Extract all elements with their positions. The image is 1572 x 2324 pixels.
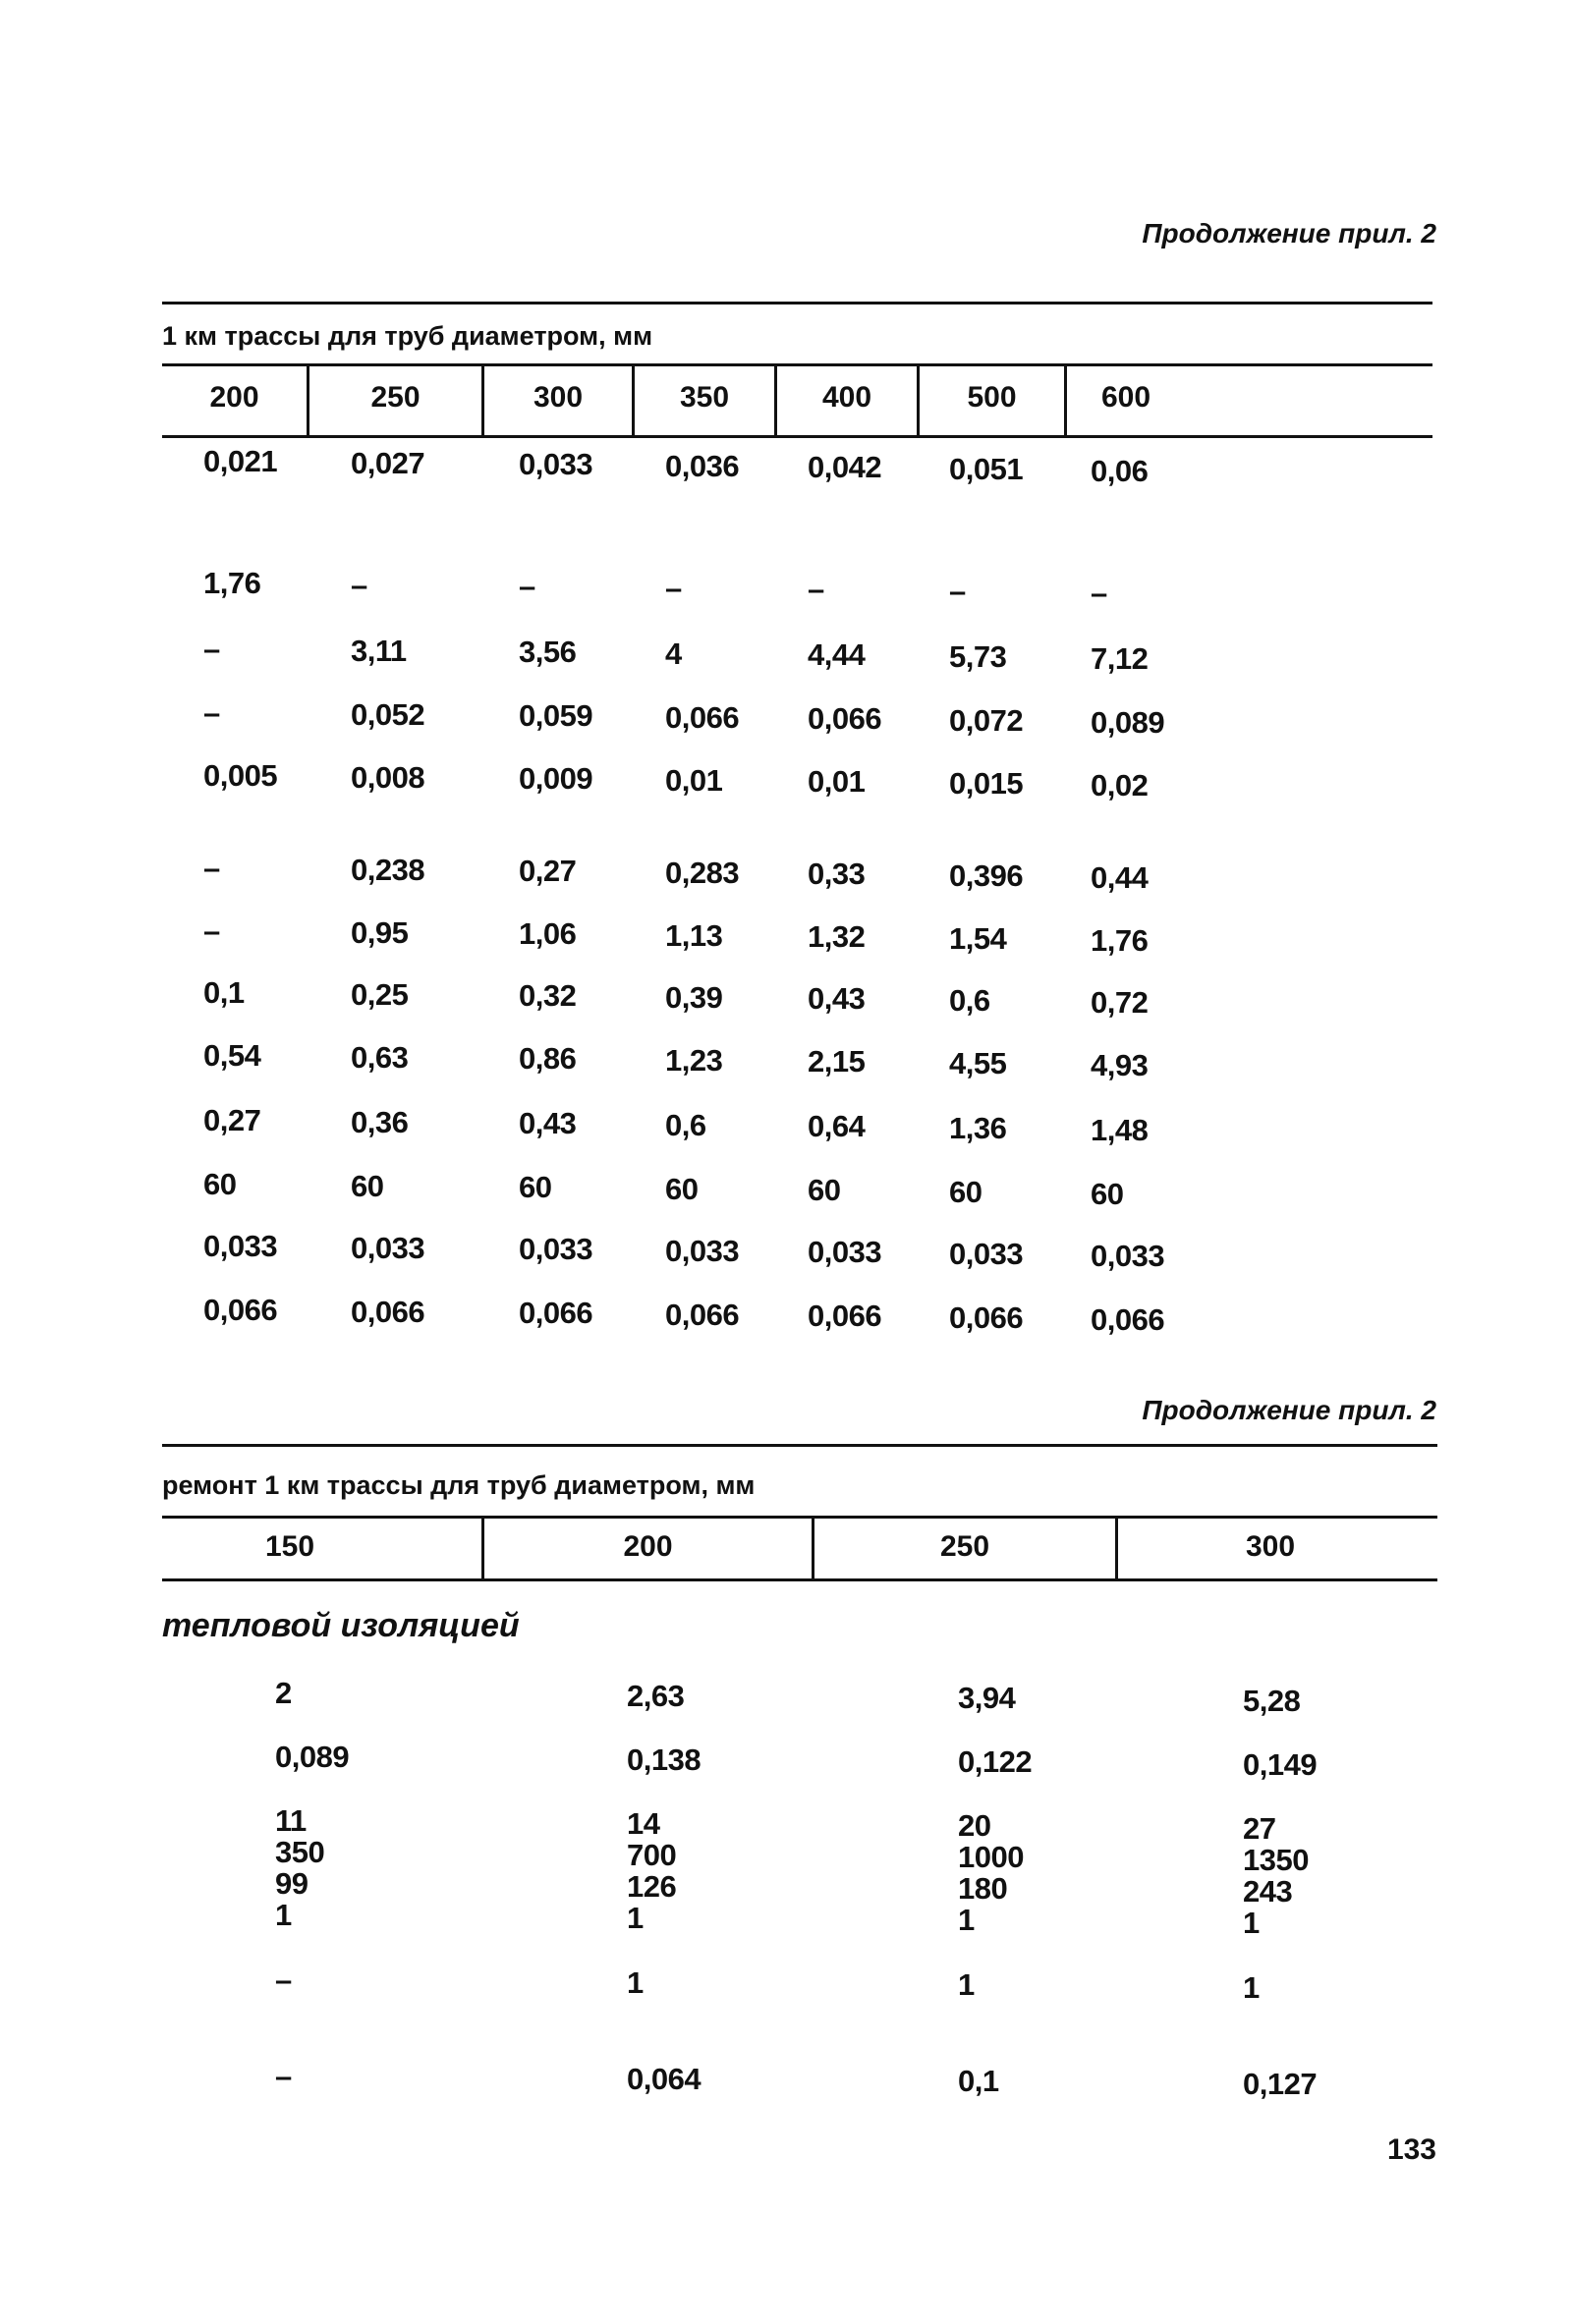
table1-cell: 1,76 [203,566,261,600]
table1-cell: – [203,851,220,885]
table1-cell: 0,27 [203,1103,261,1137]
table1-cell: 0,066 [519,1296,593,1331]
table1-cell: 0,027 [351,445,425,480]
table2-cell [627,1744,701,1776]
table1-cell: 0,27 [519,854,577,889]
table2-cell-line: 0,122 [958,1744,1033,1779]
table2-header-cell: 300 [1245,1530,1296,1563]
table2-cell-line: 14 [627,1805,660,1841]
table1-cell: 1,06 [519,916,577,952]
table1-header-bottom-rule [162,435,1432,438]
table1-cell: 1,13 [665,917,723,953]
continuation-label: Продолжение прил. 2 [1142,218,1436,249]
table1-cell: 0,33 [808,857,866,892]
table1-cell: 0,64 [808,1109,866,1144]
table2-cell-line: 11 [275,1803,307,1838]
table2-cell [275,1805,324,1931]
table2-header-cell: 150 [264,1530,315,1563]
table1-cell: 3,56 [519,635,577,670]
table2-cell [1243,1969,1260,2005]
table2-cell-line: 1 [958,1903,975,1937]
table2-cell [958,1969,975,2001]
table1-cell: 60 [203,1167,237,1201]
table1-cell: – [203,913,220,948]
table1-cell: 0,059 [519,698,593,734]
table1-cell: 0,005 [203,758,278,793]
table1-cell: 1,23 [665,1042,723,1078]
table1-cell: 1,54 [949,921,1007,956]
table1-cell: 0,32 [519,978,577,1014]
table2-cell [275,1678,292,1709]
table1-cell: 0,066 [665,699,740,735]
table1-cell: 0,033 [949,1237,1024,1271]
table2-cell-line: 180 [958,1871,1008,1906]
table2-cell-line: 2,63 [627,1678,685,1713]
table1-cell: 0,43 [519,1106,577,1141]
table1-header-cell: 350 [679,381,730,414]
table2-top-rule [162,1444,1437,1447]
table2-cell [958,2066,999,2097]
table1-header-top-rule [162,363,1432,366]
table1-cell: 4,93 [1091,1047,1149,1082]
table2-header-bottom-rule [162,1578,1437,1581]
table1-cell: 60 [808,1173,841,1208]
table1-header-cell: 250 [370,381,421,414]
table1-cell: 0,066 [1091,1301,1165,1337]
table2-header-cell: 250 [939,1530,990,1563]
table1-cell: 0,015 [949,766,1024,801]
table1-header-cell: 500 [967,381,1017,414]
table1-cell: 0,44 [1091,859,1149,895]
table2-cell-line: 700 [627,1837,677,1872]
table2-cell [627,2061,702,2096]
table2-cell [1243,1810,1309,1940]
table2-cell-line: 350 [275,1835,325,1869]
table1-cell: 0,033 [1091,1238,1165,1273]
table1-cell: 0,39 [665,979,723,1015]
table2-cell-line: – [275,2059,292,2093]
table2-cell-line: 0,089 [275,1740,350,1774]
table2-cell-line: 1350 [1243,1842,1309,1877]
table1-cell: 1,36 [949,1111,1007,1145]
table1-cell: 0,066 [808,701,882,737]
table2-cell [627,1964,644,2000]
table1-top-rule [162,302,1432,304]
table2-title: ремонт 1 км трассы для труб диаметром, мм [162,1470,756,1500]
table1-cell: 0,01 [808,764,866,800]
table1-cell: – [665,570,682,605]
table2-cell [958,1683,1015,1714]
table1-title: 1 км трассы для труб диаметром, мм [162,321,653,351]
table1-cell: 1,76 [1091,922,1149,958]
table1-cell: 0,066 [949,1300,1024,1335]
table2-cell-line: 1 [627,1964,644,2000]
table2-cell-line: 0,1 [958,2064,999,2098]
table1-cell: – [351,567,367,602]
table1-cell: – [203,632,220,666]
table1-cell: 0,63 [351,1039,409,1075]
table1-cell: 0,72 [1091,984,1149,1020]
table2-header-top-rule [162,1516,1437,1519]
table2-cell-line: 126 [627,1868,677,1904]
table1-cell: 0,396 [949,858,1024,893]
table2-cell [1243,1683,1301,1718]
table2-cell [1243,1746,1318,1782]
table1-cell: 0,43 [808,981,866,1017]
table1-header-cell: 300 [533,381,584,414]
table1-header-cell: 200 [209,381,259,414]
table1-cell: 0,6 [665,1107,706,1142]
table2-cell [958,1810,1024,1936]
table1-cell: 0,066 [203,1293,278,1327]
table1-cell: 0,033 [665,1233,740,1268]
table2-cell-line: 0,064 [627,2061,702,2096]
table2-cell-line: 0,127 [1243,2066,1318,2101]
section-label: тепловой изоляцией [162,1607,520,1644]
table1-cell: – [519,569,535,604]
table1-cell: – [808,572,824,607]
table1-cell: 60 [949,1175,982,1209]
table1-cell: 0,86 [519,1041,577,1077]
table1-cell: – [203,695,220,730]
table1-cell: – [1091,575,1107,610]
table2-cell-line: 0,149 [1243,1746,1318,1782]
table2-cell-line: 1 [1243,1969,1260,2005]
table1-cell: 0,033 [808,1235,882,1270]
table2-cell [627,1678,685,1713]
table1-cell: 60 [351,1168,384,1203]
table2-cell-line: 1 [627,1900,644,1935]
table2-cell-line: 3,94 [958,1681,1016,1715]
table2-header-cell: 200 [623,1530,673,1563]
table2-cell [958,1746,1032,1778]
table1-cell: 0,051 [949,452,1024,486]
table1-cell: 0,95 [351,914,409,950]
table1-cell: 0,021 [203,444,278,478]
table1-cell: 0,06 [1091,453,1149,488]
table2-cell-line: 1 [958,1967,975,2002]
table1-cell: 0,009 [519,761,593,797]
table2-cell [275,2061,292,2092]
table1-cell: 0,089 [1091,704,1165,740]
table1-cell: 0,008 [351,759,425,795]
table1-cell: 0,066 [665,1297,740,1332]
table2-cell-line: 1 [275,1898,292,1932]
table1-cell: 0,052 [351,696,425,732]
table1-cell: 1,32 [808,919,866,955]
table1-cell: 4,44 [808,637,866,673]
table1-cell: 0,36 [351,1104,409,1139]
table2-cell [1243,2066,1318,2101]
table1-cell: 4 [665,636,682,671]
table1-cell: 0,066 [808,1299,882,1334]
table1-cell: 3,11 [351,633,407,668]
page-number: 133 [1386,2133,1436,2166]
table1-cell: 60 [1091,1176,1124,1211]
table1-cell: 0,033 [519,447,593,482]
table2-cell-line: 243 [1243,1873,1293,1909]
table2-cell-line: 0,138 [627,1742,702,1777]
table1-cell: 0,02 [1091,767,1149,802]
table1-cell: 1,48 [1091,1112,1149,1147]
table1-cell: 0,283 [665,855,740,890]
table1-header-cell: 400 [821,381,872,414]
table1-cell: 0,036 [665,448,740,483]
table2-cell [627,1805,677,1935]
table1-cell: 0,25 [351,976,409,1012]
table2-cell-line: 1000 [958,1840,1024,1874]
table1-cell: 0,066 [351,1294,425,1329]
table1-cell: 0,54 [203,1038,261,1073]
table1-cell: 5,73 [949,639,1007,674]
table2-cell-line: 20 [958,1808,991,1843]
table1-cell: 0,6 [949,983,990,1018]
table1-cell: 4,55 [949,1046,1007,1080]
table1-cell: 0,01 [665,762,723,798]
table1-header-cell: 600 [1100,381,1151,414]
table2-cell-line: 27 [1243,1810,1276,1846]
table1-cell: 0,033 [351,1230,425,1265]
table1-cell: 7,12 [1091,640,1149,676]
continuation-label: Продолжение прил. 2 [1142,1395,1436,1425]
table1-cell: – [949,574,966,608]
table2-cell-line: 5,28 [1243,1683,1301,1718]
table1-cell: 0,072 [949,703,1024,738]
table1-cell: 0,238 [351,852,425,887]
table2-cell-line: – [275,1963,292,1997]
table1-cell: 0,042 [808,450,882,485]
table2-cell [275,1742,349,1773]
table2-cell [275,1964,292,1996]
table1-cell: 2,15 [808,1044,866,1079]
table1-cell: 60 [665,1171,699,1206]
table1-cell: 0,033 [519,1232,593,1267]
table2-cell-line: 2 [275,1676,292,1710]
table1-cell: 0,1 [203,975,245,1010]
table1-cell: 0,033 [203,1229,278,1263]
table1-cell: 60 [519,1170,552,1205]
table2-cell-line: 99 [275,1866,309,1901]
table2-cell-line: 1 [1243,1905,1260,1940]
